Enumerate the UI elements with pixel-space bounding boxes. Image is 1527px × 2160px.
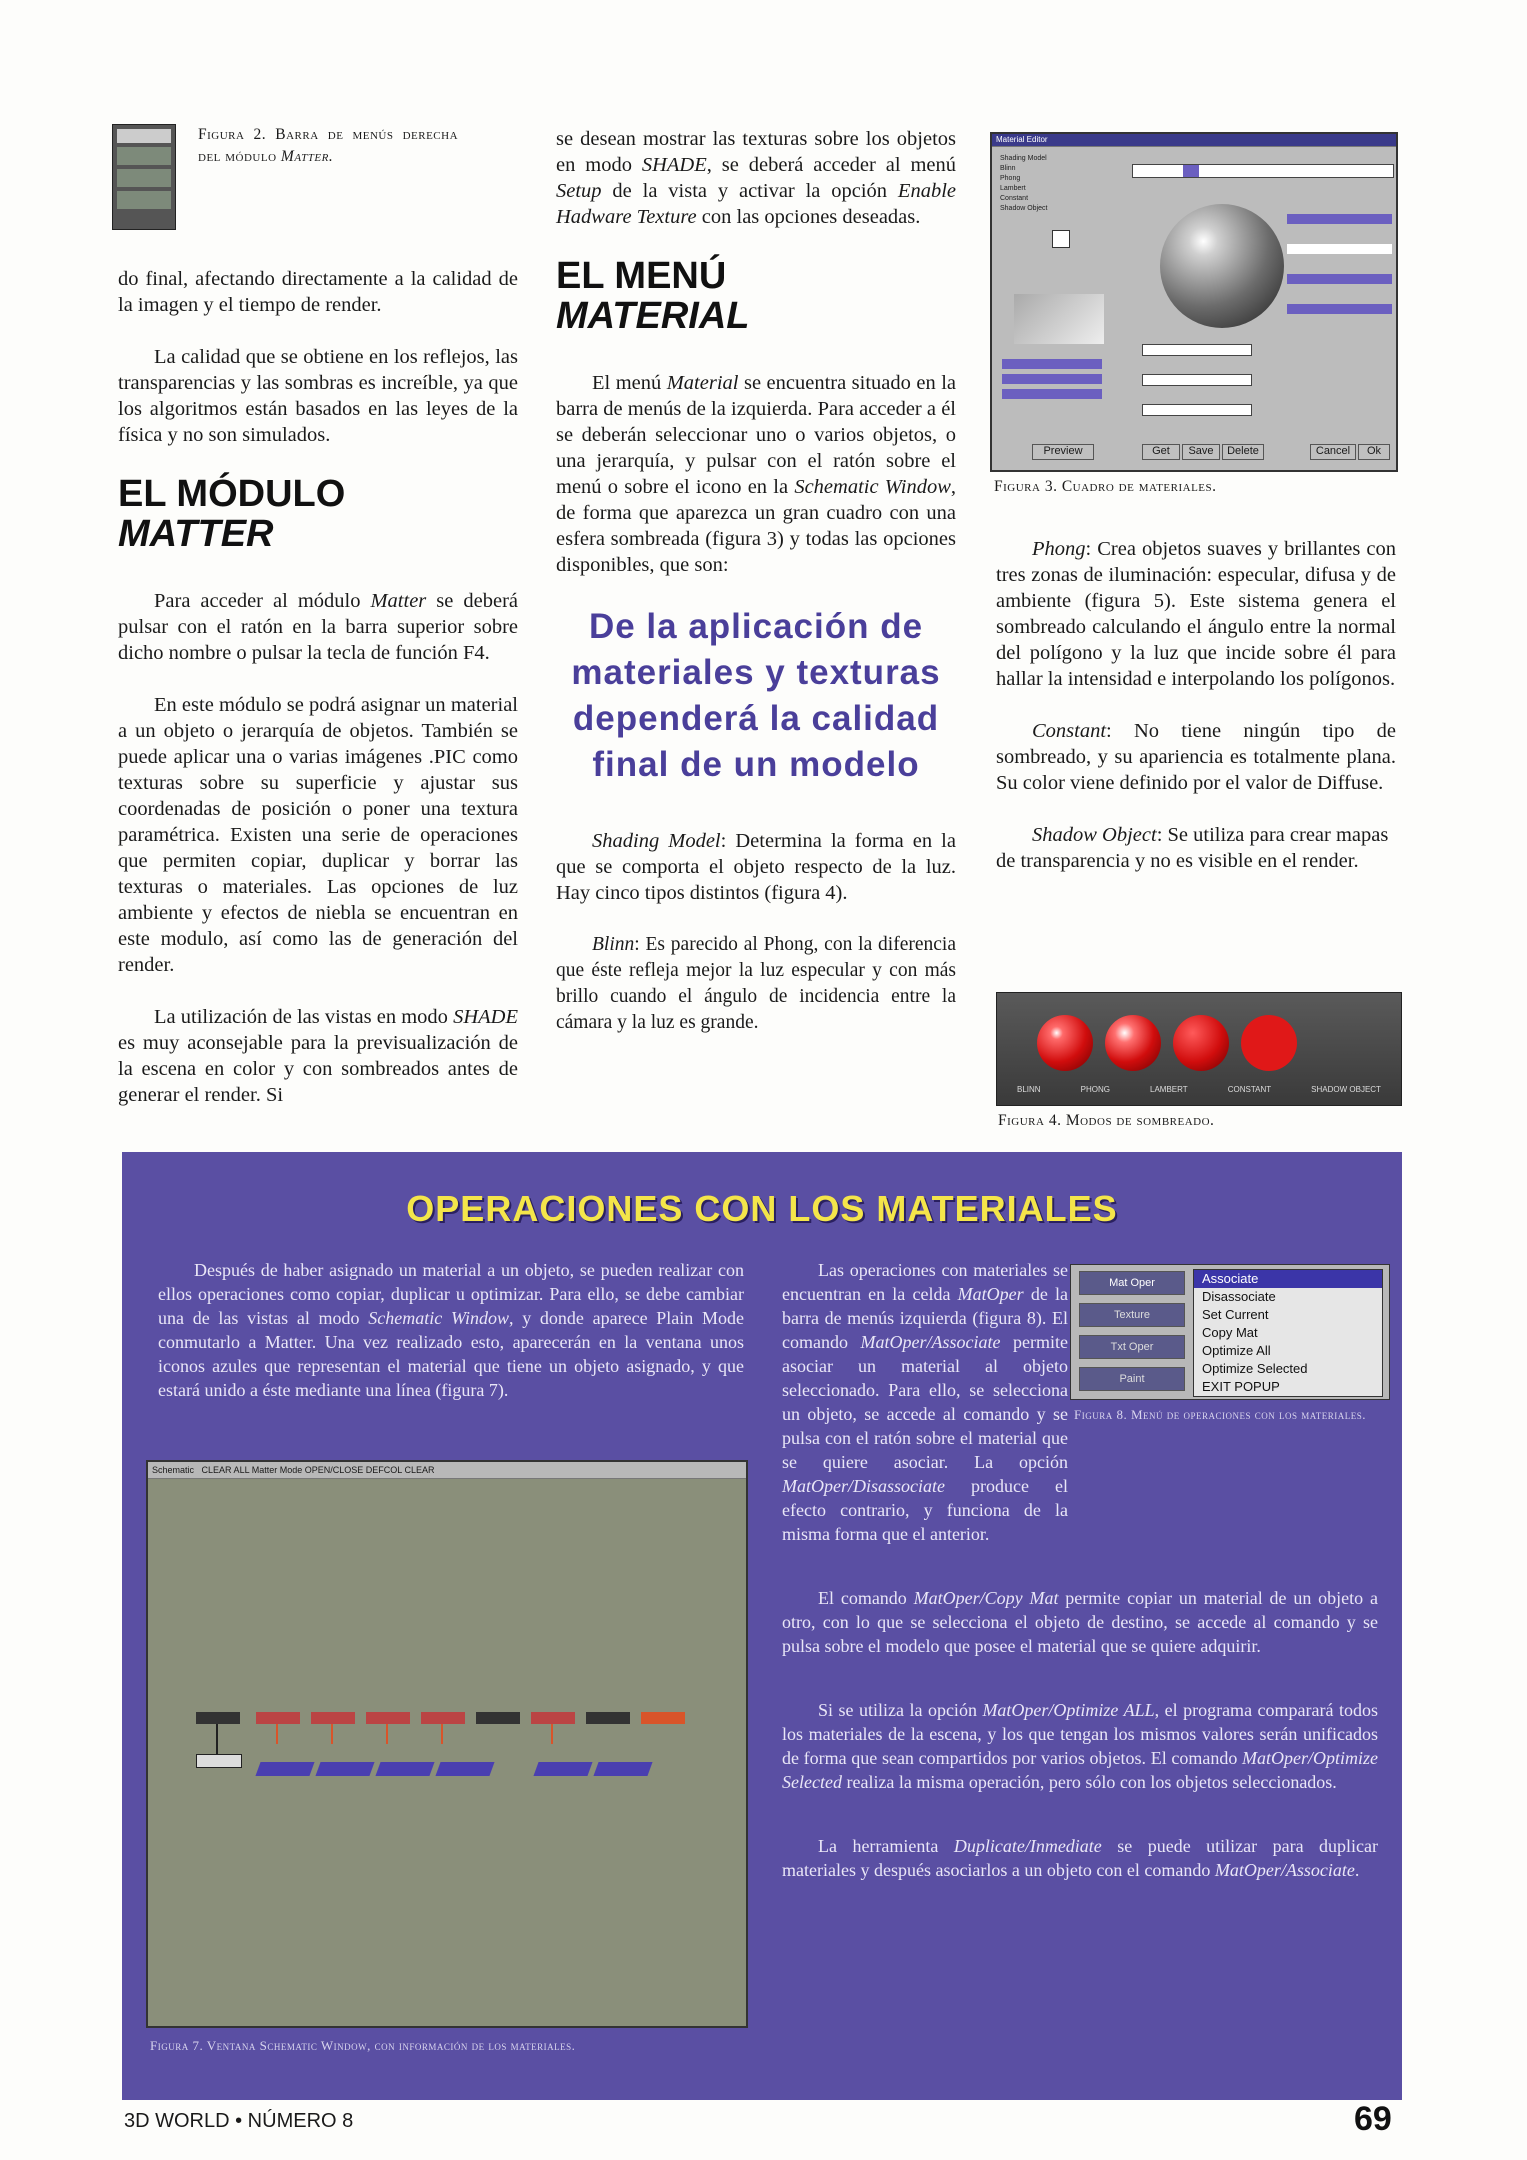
shading-option-blinn[interactable]: Blinn [1000,165,1016,172]
sphere-blinn [1037,1015,1093,1071]
menu-disassociate[interactable]: Disassociate [1202,1289,1276,1304]
figure-3-material-editor [990,132,1398,472]
sphere-lambert [1173,1015,1229,1071]
menu-paint[interactable]: Paint [1079,1367,1185,1391]
menu-mat-oper[interactable]: Mat Oper [1079,1271,1185,1295]
schematic-titlebar: Schematic CLEAR ALL Matter Mode OPEN/CLOSE DEFCOL CLEAR [148,1462,746,1479]
right-sliders[interactable] [1287,214,1392,324]
schematic-nodes [196,1712,716,1792]
col3-p3: Shadow Object: Se utiliza para crear mapas de transparencia y no es visible en el render. [996,824,1389,872]
delete-button[interactable]: Delete [1222,444,1264,460]
box-p4: Si se utiliza la opción MatOper/Optimize ALL, el programa comparará todos los materiales de la escena, y los que tengan los mismos valores serán unificados de forma que sean compartidos por varios objetos. El comando MatOper/Optimize Selected realiza la misma operación, pero sólo con los objetos seleccionados. [782,1700,1378,1792]
menu-associate[interactable]: Associate [1194,1270,1382,1288]
column-3 [996,536,1396,900]
label-blinn: BLINN [1017,1085,1041,1094]
label-lambert: LAMBERT [1150,1085,1188,1094]
column-2 [556,126,956,1062]
preview-button[interactable]: Preview [1032,444,1094,460]
col1-p2: La calidad que se obtiene en los reflejos, las transparencias y las sombras es increíble, ya que los algoritmos están basados en las leyes de la física y no son simulados. [118,346,518,446]
label-constant: CONSTANT [1227,1085,1272,1094]
menu-exit-popup[interactable]: EXIT POPUP [1202,1379,1280,1394]
texture-fields[interactable] [1142,344,1252,416]
shading-option-shadow[interactable]: Shadow Object [1000,205,1048,212]
ok-button[interactable]: Ok [1358,444,1390,460]
shading-model-group: Shading Model Blinn Phong Lambert Constant Shadow Object [1000,154,1090,214]
box-col-right [782,1258,1378,1908]
footer-magazine: 3D WORLD • NÚMERO 8 [124,2110,354,2132]
shading-option-phong[interactable]: Phong [1000,175,1021,182]
box-p5: La herramienta Duplicate/Inmediate se puede utilizar para duplicar materiales y después asociarlos a un objeto con el comando MatOper/Associate. [782,1836,1378,1880]
heading-menu-material: EL MENÚ MATERIAL [556,255,750,337]
menu-txt-oper[interactable]: Txt Oper [1079,1335,1185,1359]
name-field[interactable] [1132,164,1394,178]
page-number: 69 [1354,2100,1392,2138]
menu-optimize-selected[interactable]: Optimize Selected [1202,1361,1308,1376]
specular-swatch [1052,230,1070,248]
operations-box [122,1152,1402,2100]
figure-3-caption: Figura 3. Cuadro de materiales. [994,478,1217,495]
col2-p2: El menú Material se encuentra situado en la barra de menús de la izquierda. Para acceder a él se deberán seleccionar uno o varios objetos, o una jerarquía, y pulsar con el ratón sobre el menú o sobre el icono en la Schematic Window, de forma que aparezca un gran cuadro con una esfera sombreada (figura 3) y todas las opciones disponibles, que son: [556,372,957,576]
menu-set-current[interactable]: Set Current [1202,1307,1269,1322]
label-phong: PHONG [1080,1085,1110,1094]
get-button[interactable]: Get [1142,444,1180,460]
heading-modulo-matter: EL MÓDULO MATTER [118,473,346,555]
col2-p3: Shading Model: Determina la forma en la que se comporta el objeto respecto de la luz. Hay cinco tipos distintos (figura 4). [556,830,956,904]
figure-4-shading-modes [996,992,1402,1106]
col2-p4: Blinn: Es parecido al Phong, con la diferencia que éste refleja mejor la luz especular y con más brillo cuando el ángulo de incidencia entre la cámara y la luz es grande. [556,934,956,1033]
menu-texture[interactable]: Texture [1079,1303,1185,1327]
box-p3: El comando MatOper/Copy Mat permite copiar un material de un objeto a otro, con lo que se selecciona el objeto de destino, se accede al comando y se pulsa sobre el modelo que posee el material que se quiere adquirir. [782,1588,1378,1656]
box-p2: Las operaciones con materiales se encuentran en la celda MatOper de la barra de menús izquierda (figura 8). El comando MatOper/Associate permite asociar un material al objeto seleccionado. Para ello, se selecciona un objeto, se accede al comando y se pulsa con el ratón sobre el material que se quiere asociar. La opción MatOper/Disassociate produce el efecto contrario, y funciona de la misma forma que el anterior. [782,1260,1068,1544]
column-1 [118,266,518,1134]
col3-p1: Phong: Crea objetos suaves y brillantes con tres zonas de iluminación: especular, difusa y de ambiente (figura 5). Este sistema genera el sombreado calculando el ángulo entre la normal del polígono y la luz que incide sobre él para hallar la intensidad e interpolando los polígonos. [996,538,1396,690]
pull-quote: De la aplicación de materiales y texturas dependerá la calidad final de un modelo [571,607,941,784]
color-sliders[interactable] [1002,359,1102,409]
figure-2-caption: Figura 2. Barra de menús derecha del módulo Matter. [198,126,459,165]
col1-p4: En este módulo se podrá asignar un material a un objeto o jerarquía de objetos. También se puede aplicar una o varias imágenes .PIC como texturas sobre su superficie y ajustar sus coordenadas de posición o poner una textura paramétrica. Existen una serie de operaciones que permiten copiar, duplicar y borrar las texturas o materiales. Las opciones de luz ambiente y efectos de niebla se encuentran en este modulo, así como las de generación del render. [118,694,518,976]
box-col-left [158,1258,744,1428]
sphere-phong [1105,1015,1161,1071]
col1-p5: La utilización de las vistas en modo SHADE es muy aconsejable para la previsualización de la escena en color y con sombreados antes de generar el render. Si [118,1006,518,1106]
figure-2 [112,124,176,230]
figure-4-caption: Figura 4. Modos de sombreado. [998,1112,1215,1129]
fig4-labels [997,1085,1401,1094]
ambient-gradient [1014,294,1104,344]
label-shadow-object: SHADOW OBJECT [1311,1085,1381,1094]
col1-p1: do final, afectando directamente a la calidad de la imagen y el tiempo de render. [118,268,518,316]
material-editor-titlebar: Material Editor [992,134,1396,147]
col2-p1: se desean mostrar las texturas sobre los objetos en modo SHADE, se deberá acceder al menú Setup de la vista y activar la opción Enable Hadware Texture con las opciones deseadas. [556,128,956,228]
menu-optimize-all[interactable]: Optimize All [1202,1343,1271,1358]
shading-option-lambert[interactable]: Lambert [1000,185,1026,192]
figure-7-schematic-window [146,1460,748,2028]
figure-7-caption: Figura 7. Ventana Schematic Window, con información de los materiales. [150,2038,576,2053]
save-button[interactable]: Save [1182,444,1220,460]
col3-p2: Constant: No tiene ningún tipo de sombreado, y su apariencia es totalmente plana. Su color viene definido por el valor de Diffuse. [996,720,1396,794]
menu-copy-mat[interactable]: Copy Mat [1202,1325,1258,1340]
col1-p3: Para acceder al módulo Matter se deberá pulsar con el ratón en la barra superior sobre dicho nombre o pulsar la tecla de función F4. [118,590,519,664]
sphere-constant [1241,1015,1297,1071]
preview-sphere [1160,204,1284,328]
figure-8-caption: Figura 8. Menú de operaciones con los materiales. [1074,1407,1367,1422]
box-p1: Después de haber asignado un material a un objeto, se pueden realizar con ellos operaciones como copiar, duplicar u optimizar. Para ello, se debe cambiar una de las vistas al modo Schematic Window, y donde aparece Plain Mode conmutarlo a Matter. Una vez realizado esto, aparecerán en la ventana unos iconos azules que representan el material que tiene un objeto asignado, y que estará unido a éste mediante una línea (figura 7). [158,1260,744,1400]
shading-option-constant[interactable]: Constant [1000,195,1029,202]
box-title: OPERACIONES CON LOS MATERIALES [406,1188,1118,1229]
cancel-button[interactable]: Cancel [1310,444,1356,460]
